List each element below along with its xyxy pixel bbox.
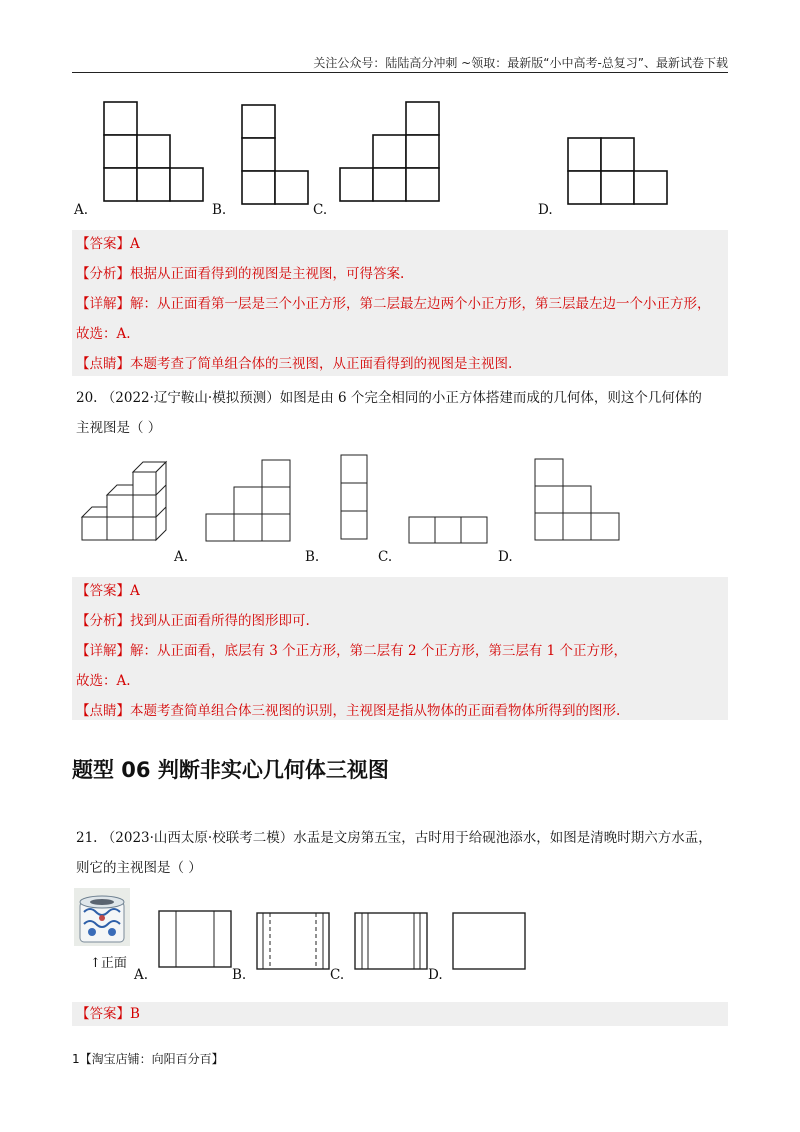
header-rule: [72, 72, 728, 73]
q19-option-c-label: C.: [313, 202, 328, 218]
q20-option-c-label: C.: [378, 549, 393, 565]
water-pot-photo: [74, 888, 130, 946]
q19-option-b-figure: [240, 103, 312, 205]
q19-option-a-figure: [102, 100, 208, 204]
q21-option-d-figure: [452, 912, 526, 970]
q21-option-c-label: C.: [330, 967, 345, 983]
q21-stem-line-2: 则它的主视图是（ ）: [76, 860, 202, 876]
q21-option-a-label: A.: [134, 967, 149, 983]
q19-analysis-line: 【分析】根据从正面看得到的视图是主视图，可得答案.: [76, 266, 405, 282]
q20-detail-conclusion: 故选：A.: [76, 673, 131, 689]
q21-stem-line-1: 21. （2023·山西太原·校联考二模）水盂是文房第五宝，古时用于给砚池添水，如图是清晚时期六方水盂，: [76, 830, 712, 846]
q19-option-d-label: D.: [538, 202, 553, 218]
q19-answer-line: 【答案】A: [76, 236, 140, 252]
q20-answer-line: 【答案】A: [76, 583, 140, 599]
q20-option-c-figure: [408, 516, 488, 544]
q20-comment-line: 【点睛】本题考查简单组合体三视图的识别，主视图是指从物体的正面看物体所得到的图形.: [76, 703, 621, 719]
q20-analysis-line: 【分析】找到从正面看所得的图形即可.: [76, 613, 310, 629]
q21-option-d-label: D.: [428, 967, 443, 983]
footer-text: 1【淘宝店铺：向阳百分百】: [72, 1052, 224, 1066]
q19-option-d-figure: [566, 136, 672, 206]
q19-detail-conclusion: 故选：A.: [76, 326, 131, 342]
q20-option-b-label: B.: [305, 549, 320, 565]
q20-option-d-figure: [534, 458, 620, 542]
q21-option-b-label: B.: [232, 967, 247, 983]
q20-solid-figure: [80, 462, 166, 550]
q20-option-a-figure: [205, 459, 291, 543]
q20-stem-line-1: 20. （2022·辽宁鞍山·模拟预测）如图是由 6 个完全相同的小正方体搭建而成的几何体，则这个几何体的: [76, 390, 702, 406]
section-heading: 题型 06 判断非实心几何体三视图: [72, 758, 389, 782]
q21-option-b-figure: [256, 912, 330, 970]
q19-detail-line: 【详解】解：从正面看第一层是三个小正方形，第二层最左边两个小正方形，第三层最左边一个小正方形，: [76, 296, 711, 312]
q21-answer-line: 【答案】B: [76, 1006, 140, 1022]
q19-option-b-label: B.: [212, 202, 227, 218]
q21-option-c-figure: [354, 912, 428, 970]
q20-option-d-label: D.: [498, 549, 513, 565]
q21-option-a-figure: [158, 910, 232, 968]
q20-stem-line-2: 主视图是（ ）: [76, 420, 162, 436]
q19-option-c-figure: [338, 100, 442, 204]
q20-option-b-figure: [340, 454, 368, 540]
q19-option-a-label: A.: [74, 202, 89, 218]
header-text: 关注公众号：陆陆高分冲刺 ~领取：最新版“小中高考-总复习”、最新试卷下载: [313, 56, 728, 70]
q21-answer-box: [72, 1002, 728, 1026]
q20-detail-line: 【详解】解：从正面看，底层有 3 个正方形，第二层有 2 个正方形，第三层有 1 个正方形，: [76, 643, 628, 659]
q20-option-a-label: A.: [174, 549, 189, 565]
q19-comment-line: 【点睛】本题考查了简单组合体的三视图，从正面看得到的视图是主视图.: [76, 356, 513, 372]
front-direction-label: ↑正面: [90, 956, 127, 971]
